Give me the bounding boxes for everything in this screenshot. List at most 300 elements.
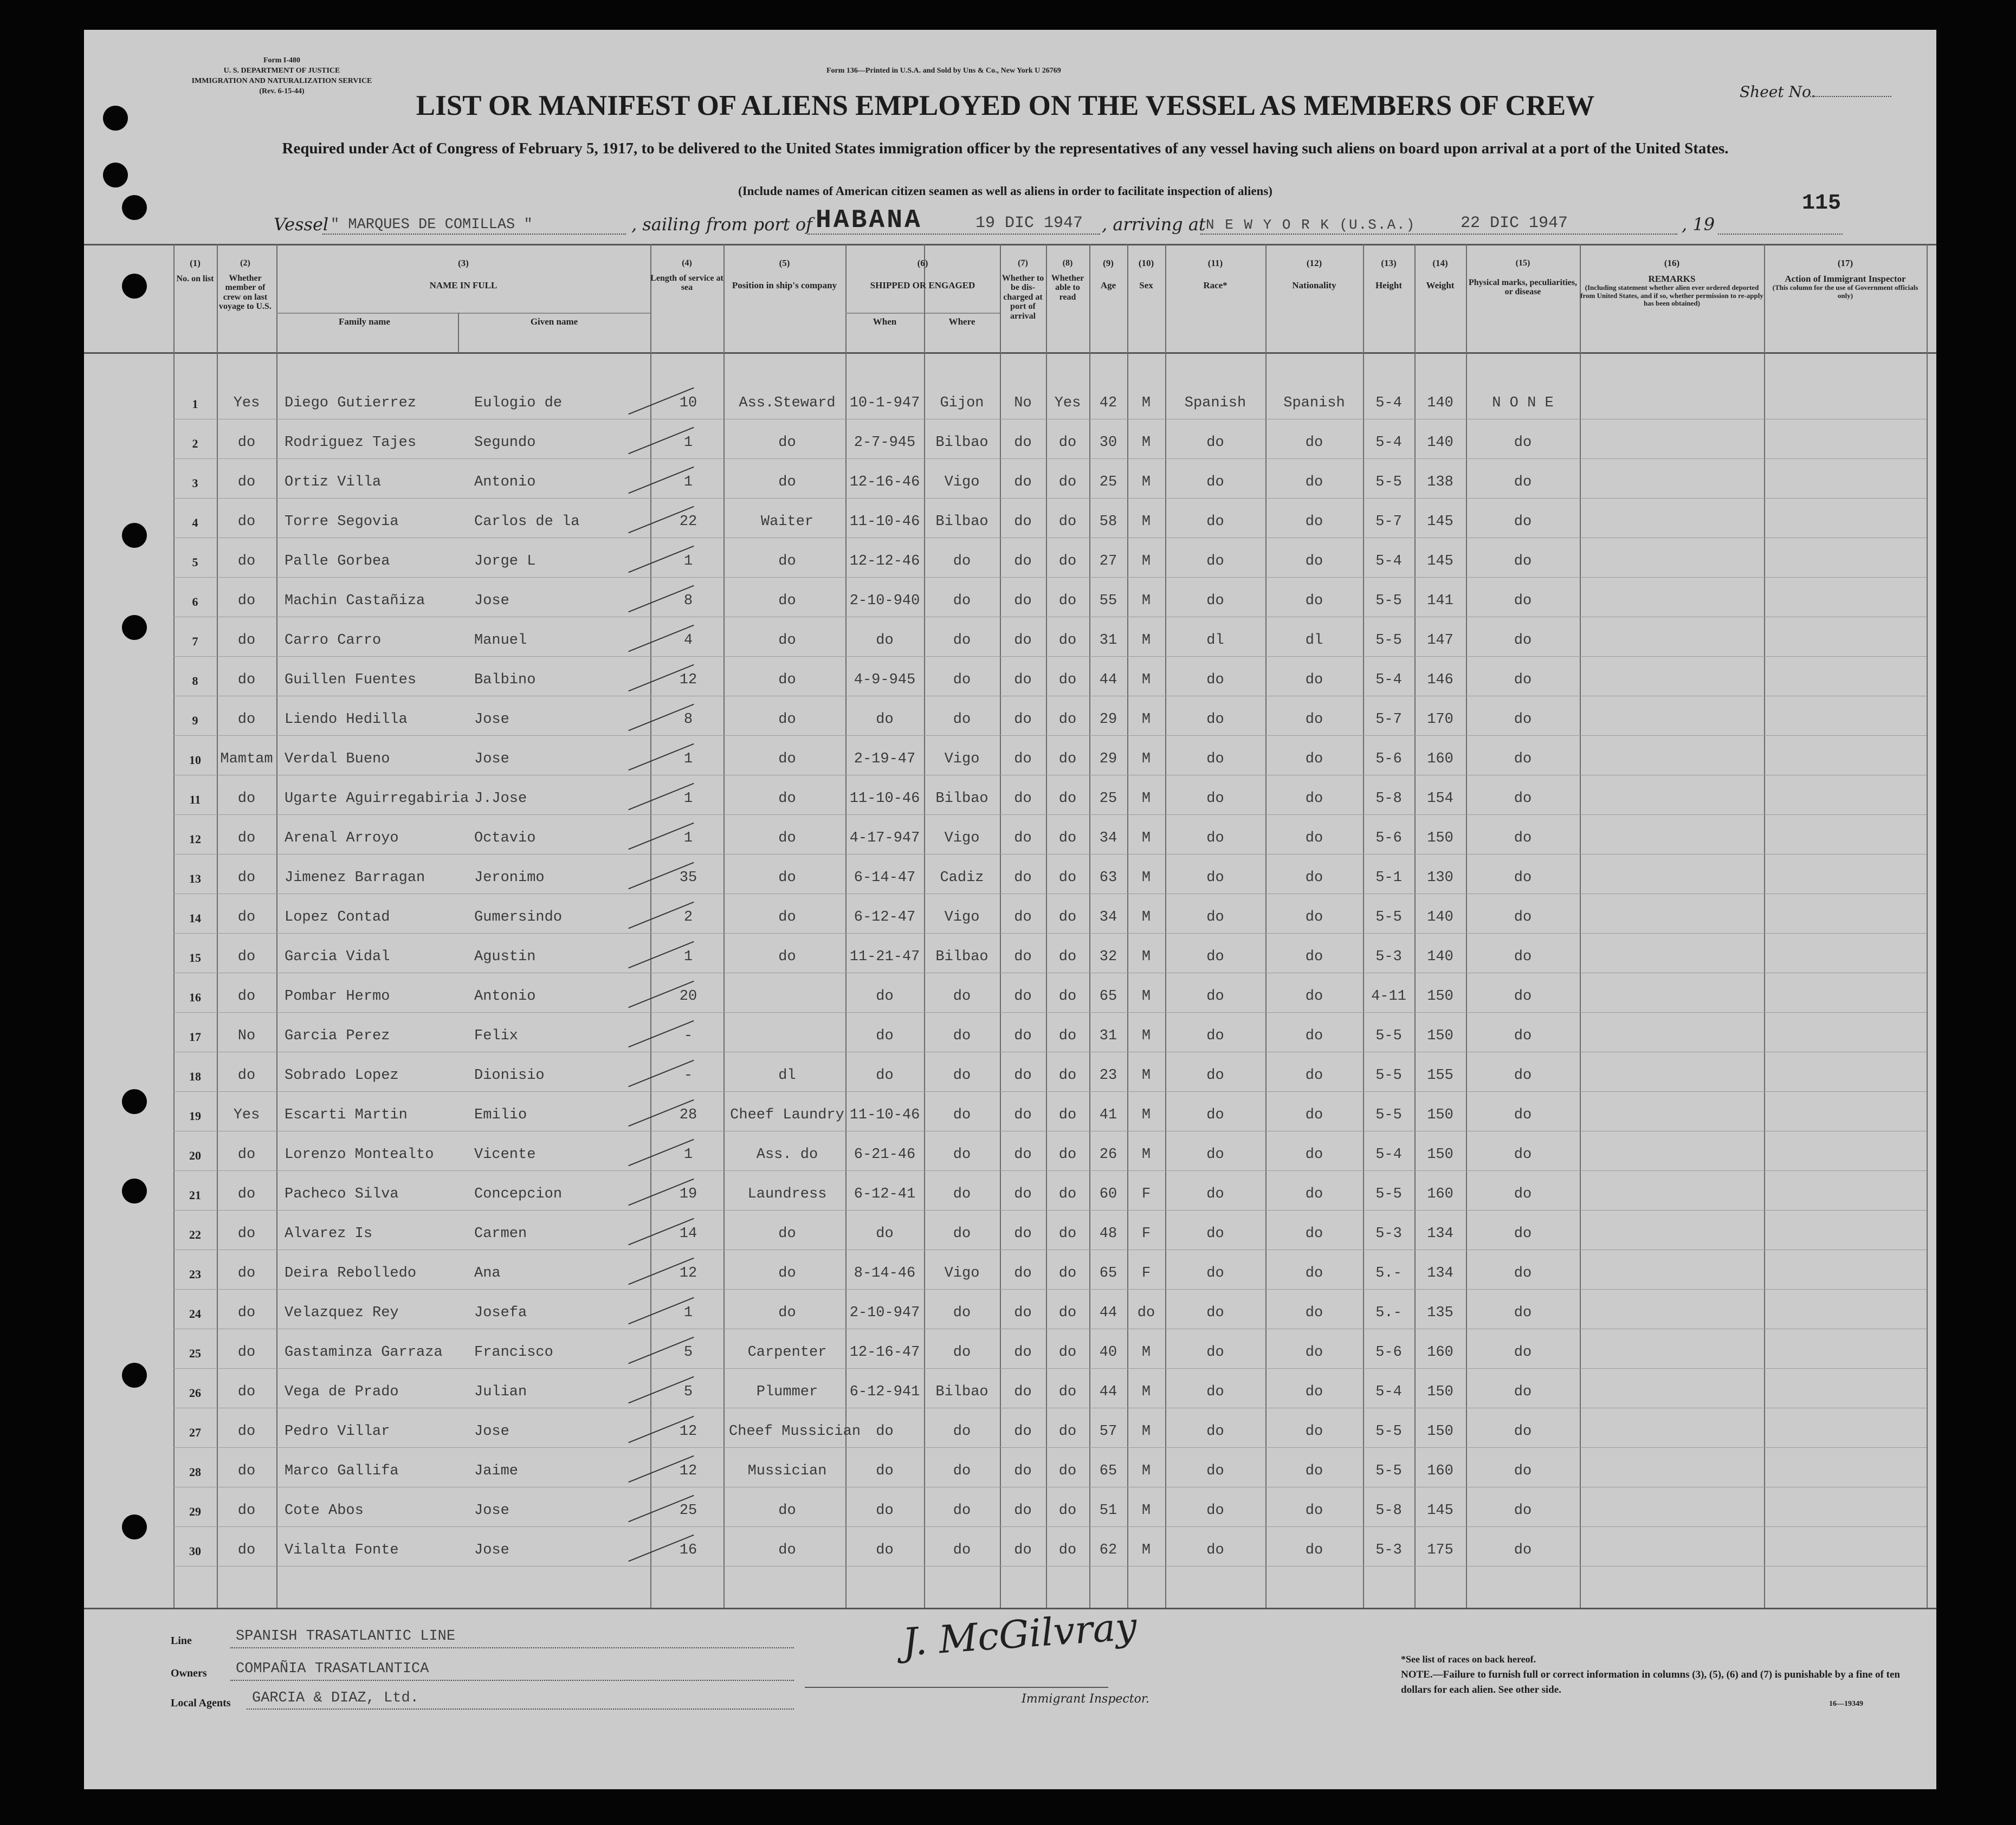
cell-weight: 154 bbox=[1427, 791, 1453, 807]
cell-age: 62 bbox=[1099, 1542, 1117, 1558]
cell-family: Verdal Bueno bbox=[285, 751, 390, 767]
cell-when: 12-12-46 bbox=[849, 553, 920, 569]
cell-given: Octavio bbox=[474, 830, 536, 846]
cell-crew: do bbox=[237, 1305, 256, 1321]
cell-where: Bilbao bbox=[935, 791, 988, 807]
col-num-16: (16) bbox=[1664, 258, 1680, 268]
cell-race: do bbox=[1206, 1186, 1224, 1202]
cell-discharged: do bbox=[1014, 593, 1032, 609]
cell-age: 65 bbox=[1099, 1265, 1117, 1282]
cell-height: 4-11 bbox=[1371, 988, 1406, 1005]
cell-age: 23 bbox=[1099, 1067, 1117, 1084]
cell-weight: 145 bbox=[1427, 514, 1453, 530]
row-rule bbox=[173, 1447, 1927, 1448]
cell-service: 12 bbox=[679, 1463, 697, 1479]
cell-marks: do bbox=[1514, 514, 1532, 530]
row-rule bbox=[173, 1210, 1927, 1211]
cell-marks: do bbox=[1514, 593, 1532, 609]
row-rule bbox=[173, 1368, 1927, 1369]
cell-read: do bbox=[1058, 514, 1077, 530]
cell-family: Torre Segovia bbox=[285, 514, 399, 530]
cell-height: 5-7 bbox=[1375, 711, 1402, 728]
cell-crew: do bbox=[237, 593, 256, 609]
col-head-sex: Sex bbox=[1139, 280, 1153, 290]
cell-sex: M bbox=[1141, 1147, 1151, 1163]
cell-position: do bbox=[778, 1226, 796, 1242]
cell-race: do bbox=[1206, 1305, 1224, 1321]
cell-given: Gumersindo bbox=[474, 909, 563, 926]
cell-position: do bbox=[778, 474, 796, 490]
cell-where: Vigo bbox=[944, 909, 980, 926]
column-divider bbox=[217, 244, 218, 1608]
cell-race: do bbox=[1206, 1463, 1224, 1479]
cell-given: Manuel bbox=[474, 632, 527, 649]
cell-nationality: do bbox=[1305, 1226, 1323, 1242]
row-number: 8 bbox=[192, 674, 198, 688]
cell-when: 2-10-947 bbox=[849, 1305, 920, 1321]
cell-age: 57 bbox=[1099, 1423, 1117, 1440]
row-number: 10 bbox=[189, 753, 201, 767]
cell-sex: M bbox=[1141, 1107, 1151, 1123]
cell-position: Ass. do bbox=[756, 1147, 818, 1163]
cell-marks: do bbox=[1514, 1186, 1532, 1202]
cell-family: Diego Gutierrez bbox=[285, 395, 417, 411]
cell-given: Dionisio bbox=[474, 1067, 545, 1084]
service: IMMIGRATION AND NATURALIZATION SERVICE bbox=[191, 76, 372, 85]
races-note: *See list of races on back hereof. bbox=[1401, 1654, 1536, 1665]
agents-value: GARCIA & DIAZ, Ltd. bbox=[252, 1690, 419, 1706]
cell-service: 16 bbox=[679, 1542, 697, 1558]
cell-weight: 140 bbox=[1427, 909, 1453, 926]
cell-race: do bbox=[1206, 870, 1224, 886]
cell-read: do bbox=[1058, 791, 1077, 807]
row-number: 24 bbox=[189, 1307, 201, 1321]
cell-given: Agustin bbox=[474, 949, 536, 965]
cell-marks: do bbox=[1514, 1463, 1532, 1479]
cell-position: do bbox=[778, 632, 796, 649]
header-subdivider bbox=[276, 313, 650, 314]
cell-height: 5.- bbox=[1375, 1265, 1402, 1282]
cell-age: 41 bbox=[1099, 1107, 1117, 1123]
cell-crew: do bbox=[237, 711, 256, 728]
column-divider bbox=[1927, 244, 1928, 1608]
cell-service: 12 bbox=[679, 672, 697, 688]
cell-crew: do bbox=[237, 1226, 256, 1242]
col-head-read: Whether able to read bbox=[1051, 273, 1084, 302]
col-num-8: (8) bbox=[1062, 258, 1073, 268]
cell-discharged: do bbox=[1014, 1542, 1032, 1558]
cell-age: 55 bbox=[1099, 593, 1117, 609]
col-head-position: Position in ship's company bbox=[732, 280, 837, 290]
cell-service: - bbox=[683, 1028, 693, 1044]
row-number: 30 bbox=[189, 1544, 201, 1558]
row-number: 3 bbox=[192, 476, 198, 490]
row-rule bbox=[173, 1012, 1927, 1013]
cell-race: do bbox=[1206, 830, 1224, 846]
cell-race: do bbox=[1206, 593, 1224, 609]
cell-when: do bbox=[876, 988, 894, 1005]
cell-discharged: do bbox=[1014, 711, 1032, 728]
cell-when: 4-17-947 bbox=[849, 830, 920, 846]
cell-family: Lopez Contad bbox=[285, 909, 390, 926]
cell-weight: 150 bbox=[1427, 1423, 1453, 1440]
cell-position: Carpenter bbox=[747, 1344, 827, 1361]
cell-read: do bbox=[1058, 632, 1077, 649]
cell-given: Carmen bbox=[474, 1226, 527, 1242]
cell-marks: N O N E bbox=[1492, 395, 1554, 411]
cell-age: 25 bbox=[1099, 474, 1117, 490]
cell-position: do bbox=[778, 909, 796, 926]
col-num-11: (11) bbox=[1207, 258, 1223, 268]
row-number: 19 bbox=[189, 1109, 201, 1123]
cell-read: do bbox=[1058, 1542, 1077, 1558]
cell-marks: do bbox=[1514, 435, 1532, 451]
cell-age: 32 bbox=[1099, 949, 1117, 965]
col-head-given: Given name bbox=[530, 316, 578, 327]
col-head-remarks: REMARKS bbox=[1648, 273, 1696, 284]
cell-position: do bbox=[778, 435, 796, 451]
cell-family: Arenal Arroyo bbox=[285, 830, 399, 846]
cell-crew: do bbox=[237, 1542, 256, 1558]
cell-read: do bbox=[1058, 949, 1077, 965]
cell-family: Marco Gallifa bbox=[285, 1463, 399, 1479]
cell-given: Jorge L bbox=[474, 553, 536, 569]
cell-nationality: do bbox=[1305, 870, 1323, 886]
cell-height: 5-6 bbox=[1375, 830, 1402, 846]
cell-height: 5-4 bbox=[1375, 553, 1402, 569]
col-head-height: Height bbox=[1375, 280, 1403, 290]
cell-where: Vigo bbox=[944, 751, 980, 767]
cell-family: Vilalta Fonte bbox=[285, 1542, 399, 1558]
cell-read: do bbox=[1058, 474, 1077, 490]
cell-read: do bbox=[1058, 553, 1077, 569]
cell-nationality: do bbox=[1305, 909, 1323, 926]
owners-label: Owners bbox=[171, 1667, 207, 1679]
cell-race: do bbox=[1206, 1344, 1224, 1361]
cell-service: 35 bbox=[679, 870, 697, 886]
row-number: 20 bbox=[189, 1149, 201, 1162]
cell-discharged: do bbox=[1014, 949, 1032, 965]
cell-weight: 130 bbox=[1427, 870, 1453, 886]
table-top-border bbox=[84, 244, 1936, 245]
cell-given: Vicente bbox=[474, 1147, 536, 1163]
cell-discharged: do bbox=[1014, 909, 1032, 926]
row-number: 7 bbox=[192, 635, 198, 648]
cell-service: 1 bbox=[683, 830, 693, 846]
cell-height: 5-1 bbox=[1375, 870, 1402, 886]
cell-nationality: do bbox=[1305, 1463, 1323, 1479]
sheet-number-label: Sheet No. bbox=[1740, 83, 1816, 101]
cell-when: do bbox=[876, 1463, 894, 1479]
cell-sex: M bbox=[1141, 909, 1151, 926]
inspector-label: Immigrant Inspector. bbox=[1022, 1692, 1149, 1706]
punch-hole bbox=[122, 1515, 147, 1539]
cell-marks: do bbox=[1514, 1028, 1532, 1044]
cell-where: do bbox=[953, 1344, 971, 1361]
cell-discharged: do bbox=[1014, 1344, 1032, 1361]
cell-marks: do bbox=[1514, 1107, 1532, 1123]
punch-hole bbox=[122, 195, 147, 220]
cell-marks: do bbox=[1514, 751, 1532, 767]
cell-where: do bbox=[953, 1107, 971, 1123]
cell-position: do bbox=[778, 830, 796, 846]
cell-crew: do bbox=[237, 870, 256, 886]
cell-sex: M bbox=[1141, 870, 1151, 886]
row-rule bbox=[173, 854, 1927, 855]
cell-weight: 150 bbox=[1427, 1384, 1453, 1400]
cell-service: 1 bbox=[683, 474, 693, 490]
cell-service: 1 bbox=[683, 553, 693, 569]
cell-where: do bbox=[953, 672, 971, 688]
cell-nationality: do bbox=[1305, 474, 1323, 490]
cell-family: Escarti Martin bbox=[285, 1107, 408, 1123]
cell-race: do bbox=[1206, 909, 1224, 926]
cell-marks: do bbox=[1514, 711, 1532, 728]
row-rule bbox=[173, 1566, 1927, 1567]
cell-marks: do bbox=[1514, 474, 1532, 490]
port-of-sailing: HABANA bbox=[816, 206, 922, 235]
cell-nationality: do bbox=[1305, 1186, 1323, 1202]
cell-crew: do bbox=[237, 435, 256, 451]
cell-service: 8 bbox=[683, 593, 693, 609]
cell-age: 42 bbox=[1099, 395, 1117, 411]
cell-age: 44 bbox=[1099, 1305, 1117, 1321]
cell-where: do bbox=[953, 1028, 971, 1044]
col-head-where: Where bbox=[948, 316, 975, 327]
row-rule bbox=[173, 735, 1927, 736]
cell-family: Jimenez Barragan bbox=[285, 870, 425, 886]
col-head-race: Race* bbox=[1203, 280, 1227, 290]
row-rule bbox=[173, 933, 1927, 934]
cell-age: 27 bbox=[1099, 553, 1117, 569]
cell-position: do bbox=[778, 1265, 796, 1282]
cell-when: do bbox=[876, 1067, 894, 1084]
cell-height: 5-5 bbox=[1375, 1107, 1402, 1123]
cell-crew: do bbox=[237, 949, 256, 965]
cell-read: do bbox=[1058, 830, 1077, 846]
cell-given: Jose bbox=[474, 711, 509, 728]
cell-service: 19 bbox=[679, 1186, 697, 1202]
cell-where: do bbox=[953, 1305, 971, 1321]
cell-crew: do bbox=[237, 672, 256, 688]
arriving-label: , arriving at bbox=[1102, 214, 1206, 235]
cell-marks: do bbox=[1514, 988, 1532, 1005]
cell-marks: do bbox=[1514, 1503, 1532, 1519]
cell-read: do bbox=[1058, 1344, 1077, 1361]
cell-position: do bbox=[778, 553, 796, 569]
cell-height: 5-5 bbox=[1375, 1423, 1402, 1440]
cell-weight: 140 bbox=[1427, 435, 1453, 451]
cell-age: 31 bbox=[1099, 1028, 1117, 1044]
cell-read: do bbox=[1058, 1503, 1077, 1519]
cell-position: Cheef Mussician bbox=[729, 1423, 861, 1440]
cell-nationality: do bbox=[1305, 593, 1323, 609]
column-divider bbox=[650, 244, 651, 1608]
cell-given: Eulogio de bbox=[474, 395, 563, 411]
cell-height: 5-5 bbox=[1375, 1186, 1402, 1202]
cell-where: do bbox=[953, 1147, 971, 1163]
cell-read: do bbox=[1058, 1226, 1077, 1242]
row-number: 26 bbox=[189, 1386, 201, 1400]
cell-given: Francisco bbox=[474, 1344, 553, 1361]
cell-where: Gijon bbox=[940, 395, 984, 411]
cell-crew: do bbox=[237, 1186, 256, 1202]
cell-read: do bbox=[1058, 1107, 1077, 1123]
cell-when: 4-9-945 bbox=[854, 672, 916, 688]
owners-value: COMPAÑIA TRASATLANTICA bbox=[236, 1661, 429, 1677]
cell-age: 29 bbox=[1099, 751, 1117, 767]
cell-race: do bbox=[1206, 1107, 1224, 1123]
cell-sex: M bbox=[1141, 949, 1151, 965]
row-number: 2 bbox=[192, 437, 198, 450]
cell-service: 25 bbox=[679, 1503, 697, 1519]
col-head-age: Age bbox=[1100, 280, 1116, 290]
col-head-name: NAME IN FULL bbox=[429, 280, 497, 290]
cell-read: do bbox=[1058, 909, 1077, 926]
cell-read: do bbox=[1058, 1067, 1077, 1084]
inspector-signature: J. McGilvray bbox=[901, 1603, 1139, 1665]
cell-position: do bbox=[778, 949, 796, 965]
col-num-1: (1) bbox=[190, 258, 201, 268]
cell-nationality: do bbox=[1305, 1265, 1323, 1282]
cell-race: do bbox=[1206, 988, 1224, 1005]
cell-service: - bbox=[683, 1067, 693, 1084]
cell-where: do bbox=[953, 1503, 971, 1519]
penalty-note: NOTE.—Failure to furnish full or correct information in columns (3), (5), (6) and (7) is punishable by a fine of ten dollars for each alien. See other side. bbox=[1401, 1669, 1900, 1695]
cell-when: 6-12-41 bbox=[854, 1186, 916, 1202]
cell-race: do bbox=[1206, 1147, 1224, 1163]
cell-weight: 145 bbox=[1427, 553, 1453, 569]
cell-position: do bbox=[778, 593, 796, 609]
cell-family: Sobrado Lopez bbox=[285, 1067, 399, 1084]
cell-race: do bbox=[1206, 1226, 1224, 1242]
cell-discharged: do bbox=[1014, 474, 1032, 490]
cell-where: Vigo bbox=[944, 1265, 980, 1282]
cell-sex: M bbox=[1141, 514, 1151, 530]
cell-read: do bbox=[1058, 1423, 1077, 1440]
cell-age: 30 bbox=[1099, 435, 1117, 451]
cell-marks: do bbox=[1514, 1384, 1532, 1400]
cell-where: Bilbao bbox=[935, 514, 988, 530]
cell-crew: Yes bbox=[233, 395, 260, 411]
cell-service: 1 bbox=[683, 435, 693, 451]
cell-when: do bbox=[876, 632, 894, 649]
col-head-family: Family name bbox=[339, 316, 390, 327]
cell-discharged: do bbox=[1014, 870, 1032, 886]
cell-discharged: do bbox=[1014, 1226, 1032, 1242]
cell-where: do bbox=[953, 1067, 971, 1084]
cell-age: 31 bbox=[1099, 632, 1117, 649]
cell-crew: do bbox=[237, 1384, 256, 1400]
cell-marks: do bbox=[1514, 672, 1532, 688]
cell-read: do bbox=[1058, 1463, 1077, 1479]
row-number: 11 bbox=[189, 793, 201, 806]
cell-where: Cadiz bbox=[940, 870, 984, 886]
cell-given: Josefa bbox=[474, 1305, 527, 1321]
manifest-sheet bbox=[84, 30, 1936, 1789]
cell-nationality: do bbox=[1305, 791, 1323, 807]
cell-marks: do bbox=[1514, 1147, 1532, 1163]
cell-discharged: do bbox=[1014, 1028, 1032, 1044]
cell-where: Vigo bbox=[944, 474, 980, 490]
cell-given: Concepcion bbox=[474, 1186, 563, 1202]
row-number: 29 bbox=[189, 1505, 201, 1518]
cell-nationality: do bbox=[1305, 949, 1323, 965]
cell-given: Ana bbox=[474, 1265, 501, 1282]
col-head-when: When bbox=[873, 316, 897, 327]
cell-race: do bbox=[1206, 1503, 1224, 1519]
cell-discharged: do bbox=[1014, 1067, 1032, 1084]
punch-hole bbox=[103, 163, 128, 187]
revision: (Rev. 6-15-44) bbox=[259, 87, 305, 95]
cell-weight: 160 bbox=[1427, 1463, 1453, 1479]
row-number: 17 bbox=[189, 1030, 201, 1044]
row-number: 4 bbox=[192, 516, 198, 529]
vessel-label: Vessel bbox=[274, 214, 329, 235]
cell-service: 5 bbox=[683, 1384, 693, 1400]
cell-height: 5-5 bbox=[1375, 909, 1402, 926]
form-number: Form I-480 bbox=[263, 56, 301, 64]
sailing-label: , sailing from port of bbox=[631, 214, 812, 235]
year-label: , 19 bbox=[1682, 214, 1715, 235]
cell-given: Jose bbox=[474, 1423, 509, 1440]
cell-age: 58 bbox=[1099, 514, 1117, 530]
cell-where: do bbox=[953, 553, 971, 569]
punch-hole bbox=[122, 615, 147, 640]
cell-service: 1 bbox=[683, 791, 693, 807]
cell-crew: Yes bbox=[233, 1107, 260, 1123]
cell-height: 5-5 bbox=[1375, 1028, 1402, 1044]
cell-marks: do bbox=[1514, 1067, 1532, 1084]
cell-when: 12-16-47 bbox=[849, 1344, 920, 1361]
cell-discharged: do bbox=[1014, 1107, 1032, 1123]
cell-crew: do bbox=[237, 1265, 256, 1282]
cell-crew: do bbox=[237, 988, 256, 1005]
row-number: 15 bbox=[189, 951, 201, 965]
cell-service: 1 bbox=[683, 1147, 693, 1163]
cell-when: 11-21-47 bbox=[849, 949, 920, 965]
cell-height: 5-5 bbox=[1375, 1067, 1402, 1084]
cell-given: Segundo bbox=[474, 435, 536, 451]
cell-family: Rodriguez Tajes bbox=[285, 435, 417, 451]
cell-height: 5-3 bbox=[1375, 1226, 1402, 1242]
row-number: 18 bbox=[189, 1070, 201, 1083]
cell-where: Vigo bbox=[944, 830, 980, 846]
cell-where: Bilbao bbox=[935, 435, 988, 451]
col-head-service: Length of service at sea bbox=[650, 273, 723, 293]
cell-service: 8 bbox=[683, 711, 693, 728]
col-head-discharged: Whether to be dis-charged at port of arrival bbox=[1001, 273, 1044, 321]
cell-position: dl bbox=[778, 1067, 796, 1084]
cell-weight: 150 bbox=[1427, 830, 1453, 846]
row-rule bbox=[173, 577, 1927, 578]
col-num-3: (3) bbox=[458, 258, 469, 268]
cell-read: do bbox=[1058, 870, 1077, 886]
cell-race: do bbox=[1206, 949, 1224, 965]
cell-age: 65 bbox=[1099, 1463, 1117, 1479]
cell-position: Laundress bbox=[747, 1186, 827, 1202]
cell-nationality: do bbox=[1305, 1305, 1323, 1321]
cell-marks: do bbox=[1514, 791, 1532, 807]
col-head-weight: Weight bbox=[1426, 280, 1455, 290]
cell-sex: M bbox=[1141, 1067, 1151, 1084]
cell-age: 29 bbox=[1099, 711, 1117, 728]
cell-crew: do bbox=[237, 1423, 256, 1440]
cell-race: do bbox=[1206, 1542, 1224, 1558]
cell-crew: do bbox=[237, 1463, 256, 1479]
cell-where: do bbox=[953, 1226, 971, 1242]
cell-age: 44 bbox=[1099, 1384, 1117, 1400]
